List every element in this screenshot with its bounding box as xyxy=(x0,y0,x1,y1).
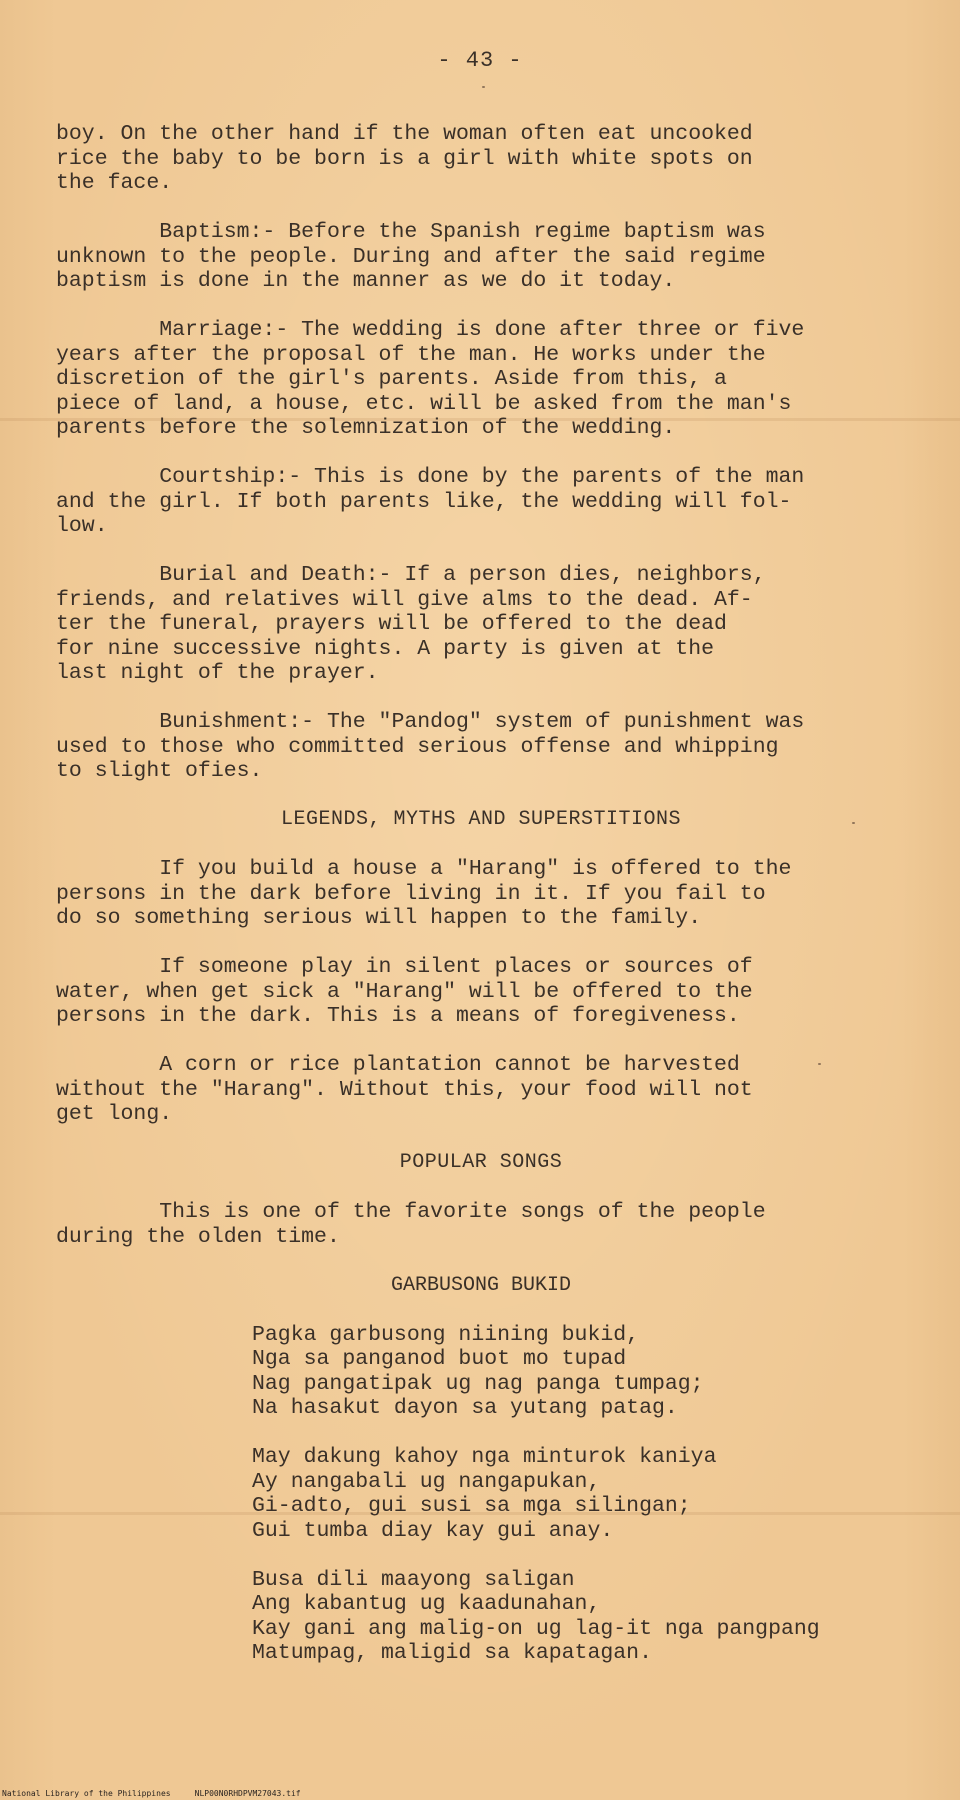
songs-intro-paragraph xyxy=(56,1200,906,1249)
text-line: and the girl. If both parents like, the wedding will fol- xyxy=(56,489,792,514)
text-line: unknown to the people. During and after the said regime xyxy=(56,244,766,269)
paragraph xyxy=(56,122,906,196)
text-line: persons in the dark. This is a means of foregiveness. xyxy=(56,1004,740,1028)
paragraph xyxy=(56,563,906,686)
customs-section xyxy=(56,122,906,784)
text-line: for nine successive nights. A party is given at the xyxy=(56,636,715,661)
text-line: do so something serious will happen to the family. xyxy=(56,906,702,930)
text-line: Pagka garbusong niining bukid, xyxy=(252,1322,640,1347)
paragraph xyxy=(56,220,906,294)
legends-section xyxy=(56,857,906,1127)
text-line: Busa dili maayong saligan xyxy=(252,1567,575,1592)
text-line: years after the proposal of the man. He works under the xyxy=(56,342,766,367)
text-line: If you build a house a "Harang" is offered to the xyxy=(56,857,792,881)
paragraph xyxy=(56,857,906,931)
song-stanza xyxy=(252,1568,906,1666)
text-line: get long. xyxy=(56,1102,173,1126)
text-line: ter the funeral, prayers will be offered to the dead xyxy=(56,612,727,636)
text-line: without the "Harang". Without this, your food will not xyxy=(56,1077,753,1102)
ink-speck xyxy=(482,86,485,88)
song-lyrics xyxy=(56,1323,906,1666)
section-heading-songs: POPULAR SONGS xyxy=(399,1151,563,1174)
text-line: A corn or rice plantation cannot be harvested xyxy=(56,1053,740,1077)
text-line: friends, and relatives will give alms to the dead. Af- xyxy=(56,587,753,612)
text-line: This is one of the favorite songs of the people xyxy=(56,1200,766,1224)
text-line: Burial and Death:- If a person dies, neighbors, xyxy=(56,563,766,587)
text-line: used to those who committed serious offense and whipping xyxy=(56,734,779,759)
text-line: last night of the prayer. xyxy=(56,661,379,685)
text-line: Nag pangatipak ug nag panga tumpag; xyxy=(252,1371,704,1396)
song-stanza xyxy=(252,1323,906,1421)
text-line: during the olden time. xyxy=(56,1224,340,1249)
text-line: persons in the dark before living in it. If you fail to xyxy=(56,881,766,906)
text-line: Courtship:- This is done by the parents of the man xyxy=(56,465,805,489)
text-line: rice the baby to be born is a girl with white spots on xyxy=(56,146,753,171)
text-line: baptism is done in the manner as we do it today. xyxy=(56,269,676,293)
text-line: Marriage:- The wedding is done after three or five xyxy=(56,318,805,342)
page-number: - 43 - xyxy=(437,48,523,73)
text-line: to slight ofies. xyxy=(56,759,263,783)
text-line: Ang kabantug ug kaadunahan, xyxy=(252,1592,601,1616)
section-heading-legends: LEGENDS, MYTHS AND SUPERSTITIONS xyxy=(280,808,682,831)
text-line: Matumpag, maligid sa kapatagan. xyxy=(252,1641,652,1665)
paragraph xyxy=(56,710,906,784)
archive-footer: National Library of the Philippines NLP00N0RHDPVM27043.tif xyxy=(2,1789,301,1798)
text-line: boy. On the other hand if the woman often eat uncooked xyxy=(56,122,753,146)
paragraph xyxy=(56,465,906,539)
text-line: Baptism:- Before the Spanish regime baptism was xyxy=(56,220,766,244)
text-line: Gi-adto, gui susi sa mga silingan; xyxy=(252,1494,691,1518)
text-line: water, when get sick a "Harang" will be offered to the xyxy=(56,979,753,1004)
text-line: Ay nangabali ug nangapukan, xyxy=(252,1469,601,1494)
paragraph xyxy=(56,955,906,1029)
paragraph xyxy=(56,1053,906,1127)
paragraph xyxy=(56,318,906,441)
text-line: If someone play in silent places or sources of xyxy=(56,955,753,979)
text-line: Gui tumba diay kay gui anay. xyxy=(252,1518,614,1543)
song-title: GARBUSONG BUKID xyxy=(390,1273,572,1297)
document-body xyxy=(56,122,906,1690)
text-line: the face. xyxy=(56,171,173,195)
text-line: low. xyxy=(56,514,108,538)
text-line: Nga sa panganod buot mo tupad xyxy=(252,1347,627,1371)
text-line: Na hasakut dayon sa yutang patag. xyxy=(252,1396,678,1420)
text-line: piece of land, a house, etc. will be asked from the man's xyxy=(56,391,792,416)
text-line: May dakung kahoy nga minturok kaniya xyxy=(252,1445,717,1469)
text-line: Kay gani ang malig-on ug lag-it nga pangpang xyxy=(252,1616,820,1641)
song-stanza xyxy=(252,1445,906,1543)
text-line: Bunishment:- The "Pandog" system of punishment was xyxy=(56,710,805,734)
text-line: discretion of the girl's parents. Aside from this, a xyxy=(56,367,727,391)
text-line: parents before the solemnization of the wedding. xyxy=(56,416,676,440)
